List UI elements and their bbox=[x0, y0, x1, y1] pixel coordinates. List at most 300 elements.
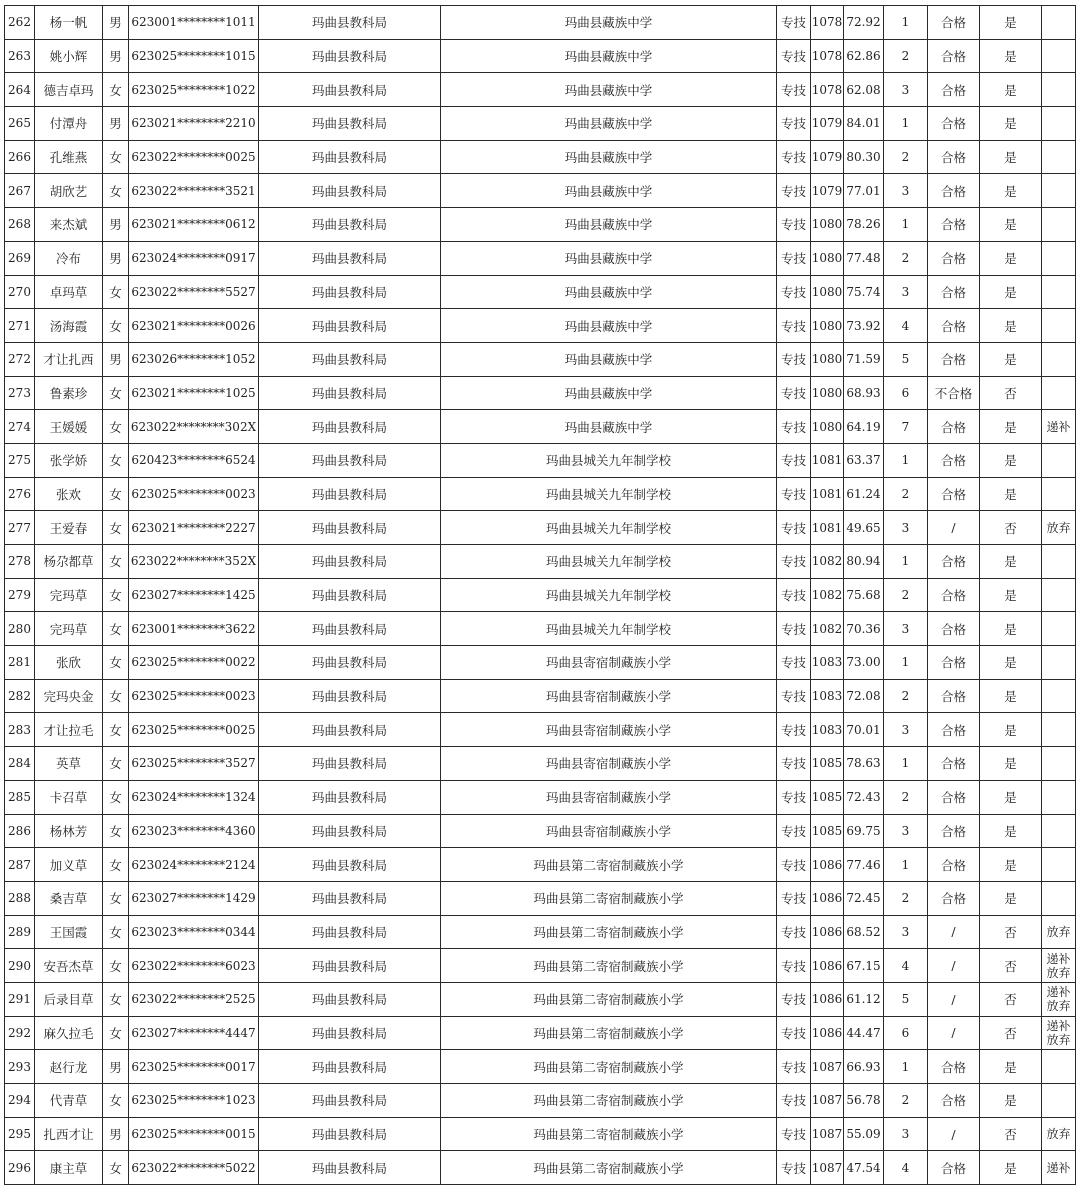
cell-physical-exam: 合格 bbox=[928, 275, 980, 309]
cell-post-code: 1079 bbox=[811, 140, 844, 174]
cell-inspection: 是 bbox=[980, 208, 1042, 242]
cell-physical-exam: 合格 bbox=[928, 881, 980, 915]
cell-unit: 玛曲县藏族中学 bbox=[441, 376, 777, 410]
cell-inspection: 否 bbox=[980, 915, 1042, 949]
cell-gender: 女 bbox=[103, 140, 129, 174]
cell-department: 玛曲县教科局 bbox=[259, 679, 441, 713]
cell-inspection: 否 bbox=[980, 376, 1042, 410]
table-row bbox=[5, 747, 1076, 781]
cell-inspection: 是 bbox=[980, 1084, 1042, 1118]
table-row bbox=[5, 713, 1076, 747]
cell-name: 后录目草 bbox=[35, 982, 103, 1016]
cell-score: 77.01 bbox=[844, 174, 884, 208]
cell-score: 72.43 bbox=[844, 780, 884, 814]
cell-seq-no: 271 bbox=[5, 309, 35, 343]
cell-post-type: 专技 bbox=[777, 1117, 811, 1151]
table-row bbox=[5, 578, 1076, 612]
cell-unit: 玛曲县寄宿制藏族小学 bbox=[441, 713, 777, 747]
cell-score: 49.65 bbox=[844, 511, 884, 545]
table-row bbox=[5, 1117, 1076, 1151]
cell-post-code: 1080 bbox=[811, 376, 844, 410]
cell-gender: 女 bbox=[103, 443, 129, 477]
cell-post-code: 1080 bbox=[811, 309, 844, 343]
cell-gender: 女 bbox=[103, 646, 129, 680]
cell-department: 玛曲县教科局 bbox=[259, 1151, 441, 1185]
cell-inspection: 是 bbox=[980, 747, 1042, 781]
cell-seq-no: 272 bbox=[5, 342, 35, 376]
cell-seq-no: 264 bbox=[5, 73, 35, 107]
cell-gender: 女 bbox=[103, 477, 129, 511]
table-row bbox=[5, 39, 1076, 73]
cell-inspection: 是 bbox=[980, 6, 1042, 40]
cell-inspection: 是 bbox=[980, 545, 1042, 579]
cell-name: 杨一帆 bbox=[35, 6, 103, 40]
cell-gender: 女 bbox=[103, 275, 129, 309]
cell-id-number: 623001********1011 bbox=[129, 6, 259, 40]
cell-id-number: 623025********3527 bbox=[129, 747, 259, 781]
cell-department: 玛曲县教科局 bbox=[259, 1050, 441, 1084]
cell-department: 玛曲县教科局 bbox=[259, 241, 441, 275]
cell-rank: 1 bbox=[884, 6, 928, 40]
cell-name: 才让扎西 bbox=[35, 342, 103, 376]
cell-name: 完玛草 bbox=[35, 578, 103, 612]
cell-name: 杨尕都草 bbox=[35, 545, 103, 579]
cell-inspection: 是 bbox=[980, 646, 1042, 680]
cell-id-number: 623022********352X bbox=[129, 545, 259, 579]
cell-seq-no: 289 bbox=[5, 915, 35, 949]
cell-rank: 1 bbox=[884, 208, 928, 242]
cell-inspection: 是 bbox=[980, 780, 1042, 814]
cell-rank: 2 bbox=[884, 881, 928, 915]
table-row bbox=[5, 1050, 1076, 1084]
cell-physical-exam: 合格 bbox=[928, 309, 980, 343]
cell-unit: 玛曲县第二寄宿制藏族小学 bbox=[441, 1117, 777, 1151]
cell-name: 加义草 bbox=[35, 848, 103, 882]
cell-gender: 女 bbox=[103, 1084, 129, 1118]
table-row bbox=[5, 780, 1076, 814]
cell-inspection: 是 bbox=[980, 342, 1042, 376]
cell-rank: 1 bbox=[884, 646, 928, 680]
cell-remark bbox=[1042, 713, 1076, 747]
cell-inspection: 是 bbox=[980, 443, 1042, 477]
cell-score: 62.86 bbox=[844, 39, 884, 73]
cell-inspection: 是 bbox=[980, 73, 1042, 107]
cell-physical-exam: 合格 bbox=[928, 241, 980, 275]
cell-gender: 女 bbox=[103, 174, 129, 208]
cell-gender: 女 bbox=[103, 73, 129, 107]
cell-remark bbox=[1042, 6, 1076, 40]
cell-unit: 玛曲县城关九年制学校 bbox=[441, 443, 777, 477]
cell-physical-exam: 不合格 bbox=[928, 376, 980, 410]
cell-seq-no: 277 bbox=[5, 511, 35, 545]
cell-unit: 玛曲县藏族中学 bbox=[441, 6, 777, 40]
cell-id-number: 623022********302X bbox=[129, 410, 259, 444]
cell-inspection: 否 bbox=[980, 1117, 1042, 1151]
cell-rank: 2 bbox=[884, 578, 928, 612]
cell-unit: 玛曲县藏族中学 bbox=[441, 73, 777, 107]
cell-score: 56.78 bbox=[844, 1084, 884, 1118]
cell-department: 玛曲县教科局 bbox=[259, 511, 441, 545]
cell-post-code: 1082 bbox=[811, 545, 844, 579]
cell-remark bbox=[1042, 814, 1076, 848]
cell-physical-exam: 合格 bbox=[928, 6, 980, 40]
cell-physical-exam: 合格 bbox=[928, 679, 980, 713]
cell-id-number: 623025********0023 bbox=[129, 477, 259, 511]
cell-remark bbox=[1042, 174, 1076, 208]
cell-seq-no: 270 bbox=[5, 275, 35, 309]
cell-inspection: 是 bbox=[980, 814, 1042, 848]
table-row bbox=[5, 342, 1076, 376]
cell-gender: 男 bbox=[103, 1117, 129, 1151]
cell-gender: 女 bbox=[103, 1016, 129, 1050]
table-row bbox=[5, 174, 1076, 208]
table-row bbox=[5, 848, 1076, 882]
cell-remark bbox=[1042, 275, 1076, 309]
cell-post-code: 1087 bbox=[811, 1117, 844, 1151]
cell-post-type: 专技 bbox=[777, 309, 811, 343]
cell-post-code: 1085 bbox=[811, 814, 844, 848]
cell-inspection: 是 bbox=[980, 578, 1042, 612]
cell-remark bbox=[1042, 477, 1076, 511]
table-row bbox=[5, 376, 1076, 410]
cell-seq-no: 278 bbox=[5, 545, 35, 579]
cell-unit: 玛曲县第二寄宿制藏族小学 bbox=[441, 1084, 777, 1118]
cell-seq-no: 285 bbox=[5, 780, 35, 814]
cell-post-code: 1083 bbox=[811, 646, 844, 680]
cell-rank: 3 bbox=[884, 612, 928, 646]
cell-department: 玛曲县教科局 bbox=[259, 140, 441, 174]
cell-name: 张欣 bbox=[35, 646, 103, 680]
cell-unit: 玛曲县寄宿制藏族小学 bbox=[441, 747, 777, 781]
cell-rank: 1 bbox=[884, 848, 928, 882]
cell-id-number: 623021********2227 bbox=[129, 511, 259, 545]
table-row bbox=[5, 545, 1076, 579]
cell-rank: 5 bbox=[884, 342, 928, 376]
cell-post-code: 1078 bbox=[811, 6, 844, 40]
cell-inspection: 是 bbox=[980, 679, 1042, 713]
cell-score: 72.45 bbox=[844, 881, 884, 915]
cell-score: 61.24 bbox=[844, 477, 884, 511]
cell-rank: 2 bbox=[884, 679, 928, 713]
cell-id-number: 623025********1023 bbox=[129, 1084, 259, 1118]
table-row bbox=[5, 140, 1076, 174]
cell-seq-no: 288 bbox=[5, 881, 35, 915]
table-body bbox=[5, 6, 1076, 1185]
cell-remark bbox=[1042, 1050, 1076, 1084]
cell-gender: 女 bbox=[103, 949, 129, 983]
cell-physical-exam: 合格 bbox=[928, 73, 980, 107]
cell-department: 玛曲县教科局 bbox=[259, 174, 441, 208]
cell-name: 扎西才让 bbox=[35, 1117, 103, 1151]
table-row bbox=[5, 982, 1076, 1016]
cell-name: 才让拉毛 bbox=[35, 713, 103, 747]
cell-remark bbox=[1042, 241, 1076, 275]
cell-unit: 玛曲县城关九年制学校 bbox=[441, 578, 777, 612]
cell-name: 完玛草 bbox=[35, 612, 103, 646]
table-row bbox=[5, 1084, 1076, 1118]
cell-inspection: 是 bbox=[980, 477, 1042, 511]
cell-unit: 玛曲县寄宿制藏族小学 bbox=[441, 679, 777, 713]
cell-score: 71.59 bbox=[844, 342, 884, 376]
table-row bbox=[5, 814, 1076, 848]
cell-department: 玛曲县教科局 bbox=[259, 1117, 441, 1151]
cell-score: 62.08 bbox=[844, 73, 884, 107]
cell-id-number: 623001********3622 bbox=[129, 612, 259, 646]
cell-remark bbox=[1042, 612, 1076, 646]
cell-physical-exam: 合格 bbox=[928, 646, 980, 680]
table-row bbox=[5, 208, 1076, 242]
cell-seq-no: 286 bbox=[5, 814, 35, 848]
cell-remark: 递补放弃 bbox=[1042, 1016, 1076, 1050]
cell-seq-no: 294 bbox=[5, 1084, 35, 1118]
cell-physical-exam: 合格 bbox=[928, 713, 980, 747]
cell-name: 冷布 bbox=[35, 241, 103, 275]
cell-gender: 女 bbox=[103, 780, 129, 814]
cell-rank: 6 bbox=[884, 376, 928, 410]
cell-physical-exam: / bbox=[928, 949, 980, 983]
cell-department: 玛曲县教科局 bbox=[259, 848, 441, 882]
table-row bbox=[5, 443, 1076, 477]
cell-gender: 女 bbox=[103, 747, 129, 781]
cell-id-number: 623022********5022 bbox=[129, 1151, 259, 1185]
cell-id-number: 623021********0026 bbox=[129, 309, 259, 343]
table-row bbox=[5, 881, 1076, 915]
cell-score: 63.37 bbox=[844, 443, 884, 477]
cell-post-type: 专技 bbox=[777, 679, 811, 713]
cell-score: 73.00 bbox=[844, 646, 884, 680]
cell-unit: 玛曲县藏族中学 bbox=[441, 208, 777, 242]
cell-name: 完玛央金 bbox=[35, 679, 103, 713]
results-table bbox=[4, 5, 1076, 1185]
table-row bbox=[5, 646, 1076, 680]
cell-seq-no: 290 bbox=[5, 949, 35, 983]
cell-unit: 玛曲县藏族中学 bbox=[441, 174, 777, 208]
cell-remark: 递补放弃 bbox=[1042, 982, 1076, 1016]
cell-post-code: 1080 bbox=[811, 410, 844, 444]
cell-department: 玛曲县教科局 bbox=[259, 275, 441, 309]
cell-rank: 4 bbox=[884, 1151, 928, 1185]
cell-physical-exam: 合格 bbox=[928, 174, 980, 208]
cell-score: 68.93 bbox=[844, 376, 884, 410]
cell-post-code: 1086 bbox=[811, 848, 844, 882]
cell-gender: 女 bbox=[103, 511, 129, 545]
cell-post-type: 专技 bbox=[777, 410, 811, 444]
cell-post-type: 专技 bbox=[777, 612, 811, 646]
cell-physical-exam: 合格 bbox=[928, 848, 980, 882]
cell-remark bbox=[1042, 208, 1076, 242]
cell-physical-exam: 合格 bbox=[928, 780, 980, 814]
cell-id-number: 623022********5527 bbox=[129, 275, 259, 309]
cell-post-code: 1080 bbox=[811, 342, 844, 376]
cell-post-type: 专技 bbox=[777, 140, 811, 174]
cell-physical-exam: 合格 bbox=[928, 1084, 980, 1118]
cell-inspection: 否 bbox=[980, 982, 1042, 1016]
cell-remark bbox=[1042, 881, 1076, 915]
cell-score: 70.01 bbox=[844, 713, 884, 747]
cell-id-number: 623025********0017 bbox=[129, 1050, 259, 1084]
cell-department: 玛曲县教科局 bbox=[259, 342, 441, 376]
results-table-container bbox=[4, 5, 1075, 1185]
cell-score: 75.74 bbox=[844, 275, 884, 309]
cell-post-code: 1086 bbox=[811, 881, 844, 915]
cell-id-number: 623025********0023 bbox=[129, 679, 259, 713]
cell-gender: 女 bbox=[103, 376, 129, 410]
cell-rank: 2 bbox=[884, 780, 928, 814]
cell-id-number: 623024********2124 bbox=[129, 848, 259, 882]
cell-unit: 玛曲县第二寄宿制藏族小学 bbox=[441, 1050, 777, 1084]
cell-name: 张欢 bbox=[35, 477, 103, 511]
cell-unit: 玛曲县藏族中学 bbox=[441, 39, 777, 73]
cell-department: 玛曲县教科局 bbox=[259, 545, 441, 579]
cell-gender: 女 bbox=[103, 612, 129, 646]
cell-score: 77.46 bbox=[844, 848, 884, 882]
cell-score: 73.92 bbox=[844, 309, 884, 343]
cell-post-code: 1086 bbox=[811, 949, 844, 983]
cell-id-number: 623027********4447 bbox=[129, 1016, 259, 1050]
cell-unit: 玛曲县第二寄宿制藏族小学 bbox=[441, 881, 777, 915]
cell-gender: 女 bbox=[103, 1151, 129, 1185]
cell-remark bbox=[1042, 39, 1076, 73]
cell-seq-no: 291 bbox=[5, 982, 35, 1016]
cell-name: 王国霞 bbox=[35, 915, 103, 949]
cell-inspection: 是 bbox=[980, 410, 1042, 444]
cell-name: 姚小辉 bbox=[35, 39, 103, 73]
cell-rank: 6 bbox=[884, 1016, 928, 1050]
table-row bbox=[5, 679, 1076, 713]
cell-name: 卓玛草 bbox=[35, 275, 103, 309]
cell-post-type: 专技 bbox=[777, 814, 811, 848]
cell-remark bbox=[1042, 73, 1076, 107]
cell-id-number: 623023********0344 bbox=[129, 915, 259, 949]
cell-department: 玛曲县教科局 bbox=[259, 713, 441, 747]
cell-gender: 男 bbox=[103, 1050, 129, 1084]
cell-inspection: 是 bbox=[980, 309, 1042, 343]
cell-inspection: 是 bbox=[980, 275, 1042, 309]
cell-seq-no: 265 bbox=[5, 107, 35, 141]
cell-seq-no: 262 bbox=[5, 6, 35, 40]
cell-department: 玛曲县教科局 bbox=[259, 1016, 441, 1050]
cell-rank: 1 bbox=[884, 107, 928, 141]
cell-score: 78.63 bbox=[844, 747, 884, 781]
cell-department: 玛曲县教科局 bbox=[259, 612, 441, 646]
cell-gender: 女 bbox=[103, 545, 129, 579]
cell-physical-exam: 合格 bbox=[928, 747, 980, 781]
cell-remark bbox=[1042, 1084, 1076, 1118]
cell-post-type: 专技 bbox=[777, 174, 811, 208]
cell-rank: 2 bbox=[884, 241, 928, 275]
cell-post-code: 1078 bbox=[811, 39, 844, 73]
cell-unit: 玛曲县藏族中学 bbox=[441, 241, 777, 275]
cell-physical-exam: / bbox=[928, 1117, 980, 1151]
cell-seq-no: 263 bbox=[5, 39, 35, 73]
table-row bbox=[5, 275, 1076, 309]
cell-remark bbox=[1042, 545, 1076, 579]
cell-post-type: 专技 bbox=[777, 208, 811, 242]
cell-post-type: 专技 bbox=[777, 915, 811, 949]
cell-score: 72.08 bbox=[844, 679, 884, 713]
cell-rank: 2 bbox=[884, 477, 928, 511]
cell-inspection: 否 bbox=[980, 949, 1042, 983]
cell-id-number: 623021********2210 bbox=[129, 107, 259, 141]
cell-remark bbox=[1042, 848, 1076, 882]
cell-post-code: 1083 bbox=[811, 713, 844, 747]
cell-unit: 玛曲县第二寄宿制藏族小学 bbox=[441, 1151, 777, 1185]
cell-unit: 玛曲县城关九年制学校 bbox=[441, 511, 777, 545]
cell-inspection: 是 bbox=[980, 174, 1042, 208]
cell-post-code: 1087 bbox=[811, 1084, 844, 1118]
cell-seq-no: 273 bbox=[5, 376, 35, 410]
cell-rank: 5 bbox=[884, 982, 928, 1016]
cell-remark: 放弃 bbox=[1042, 915, 1076, 949]
cell-physical-exam: 合格 bbox=[928, 814, 980, 848]
table-row bbox=[5, 410, 1076, 444]
cell-gender: 男 bbox=[103, 107, 129, 141]
cell-rank: 4 bbox=[884, 949, 928, 983]
cell-score: 77.48 bbox=[844, 241, 884, 275]
cell-post-code: 1086 bbox=[811, 1016, 844, 1050]
cell-physical-exam: 合格 bbox=[928, 107, 980, 141]
cell-score: 75.68 bbox=[844, 578, 884, 612]
cell-post-code: 1087 bbox=[811, 1151, 844, 1185]
cell-seq-no: 283 bbox=[5, 713, 35, 747]
cell-name: 代青草 bbox=[35, 1084, 103, 1118]
cell-post-code: 1080 bbox=[811, 241, 844, 275]
cell-post-type: 专技 bbox=[777, 6, 811, 40]
cell-department: 玛曲县教科局 bbox=[259, 309, 441, 343]
cell-post-type: 专技 bbox=[777, 477, 811, 511]
cell-physical-exam: 合格 bbox=[928, 443, 980, 477]
cell-score: 66.93 bbox=[844, 1050, 884, 1084]
cell-post-type: 专技 bbox=[777, 982, 811, 1016]
cell-department: 玛曲县教科局 bbox=[259, 410, 441, 444]
cell-name: 安吾杰草 bbox=[35, 949, 103, 983]
cell-id-number: 623025********0025 bbox=[129, 713, 259, 747]
cell-post-type: 专技 bbox=[777, 241, 811, 275]
cell-inspection: 是 bbox=[980, 881, 1042, 915]
cell-inspection: 是 bbox=[980, 241, 1042, 275]
cell-post-code: 1082 bbox=[811, 578, 844, 612]
cell-seq-no: 287 bbox=[5, 848, 35, 882]
cell-id-number: 623021********0612 bbox=[129, 208, 259, 242]
cell-rank: 2 bbox=[884, 39, 928, 73]
cell-unit: 玛曲县藏族中学 bbox=[441, 342, 777, 376]
cell-gender: 女 bbox=[103, 915, 129, 949]
cell-gender: 女 bbox=[103, 982, 129, 1016]
cell-physical-exam: 合格 bbox=[928, 1151, 980, 1185]
cell-seq-no: 280 bbox=[5, 612, 35, 646]
cell-id-number: 623025********1022 bbox=[129, 73, 259, 107]
cell-post-type: 专技 bbox=[777, 342, 811, 376]
cell-unit: 玛曲县城关九年制学校 bbox=[441, 477, 777, 511]
cell-physical-exam: 合格 bbox=[928, 477, 980, 511]
cell-unit: 玛曲县藏族中学 bbox=[441, 309, 777, 343]
cell-post-code: 1080 bbox=[811, 275, 844, 309]
cell-score: 44.47 bbox=[844, 1016, 884, 1050]
cell-score: 55.09 bbox=[844, 1117, 884, 1151]
cell-unit: 玛曲县城关九年制学校 bbox=[441, 612, 777, 646]
cell-rank: 3 bbox=[884, 73, 928, 107]
cell-post-code: 1085 bbox=[811, 747, 844, 781]
cell-unit: 玛曲县寄宿制藏族小学 bbox=[441, 646, 777, 680]
cell-inspection: 是 bbox=[980, 713, 1042, 747]
cell-unit: 玛曲县藏族中学 bbox=[441, 140, 777, 174]
cell-post-type: 专技 bbox=[777, 713, 811, 747]
cell-seq-no: 284 bbox=[5, 747, 35, 781]
cell-gender: 女 bbox=[103, 578, 129, 612]
cell-name: 来杰斌 bbox=[35, 208, 103, 242]
cell-rank: 3 bbox=[884, 814, 928, 848]
cell-unit: 玛曲县藏族中学 bbox=[441, 275, 777, 309]
